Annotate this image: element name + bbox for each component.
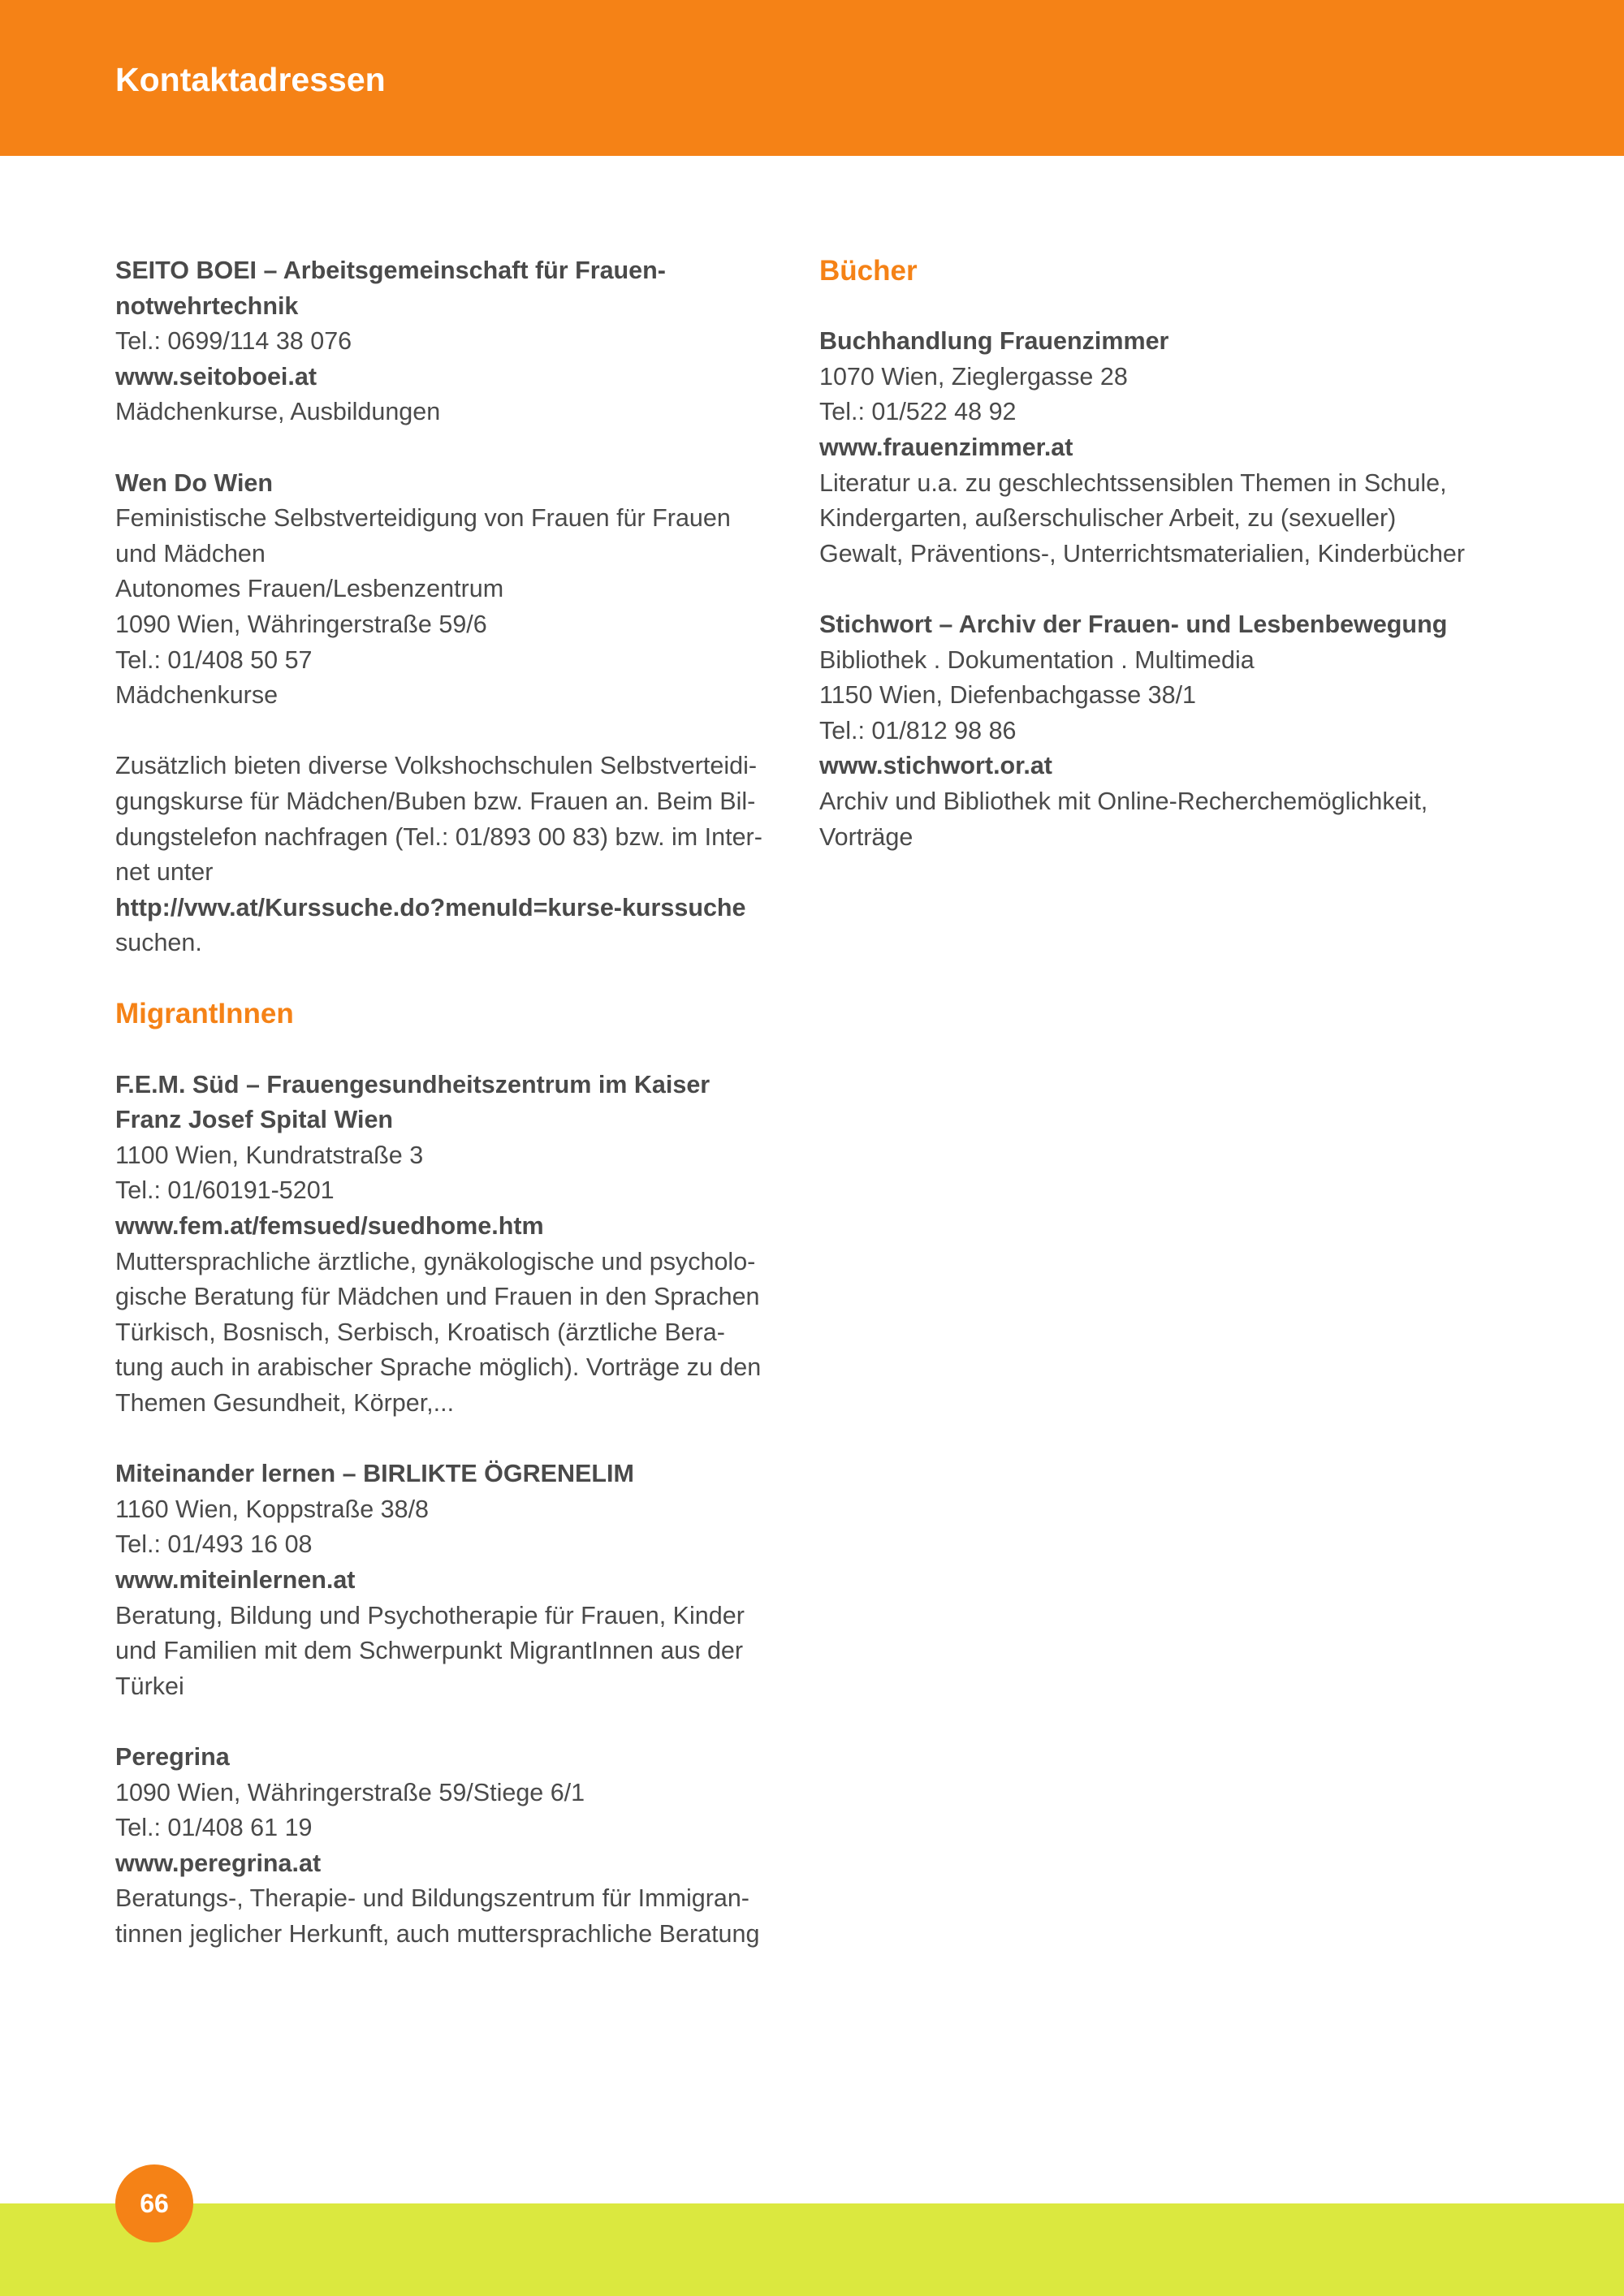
entry-name: Buchhandlung Frauenzimmer (819, 327, 1169, 356)
entry-website: www.fem.at/femsued/suedhome.htm (115, 1212, 544, 1241)
section-heading-buecher: Bücher (819, 255, 918, 287)
entry-phone: Tel.: 01/812 98 86 (819, 716, 1017, 744)
entry-description: Muttersprachliche ärztliche, gynäkologische und psycholo- (115, 1247, 756, 1275)
entry-frauenzimmer (819, 324, 1518, 572)
page-number-badge: 66 (115, 2164, 193, 2242)
entry-fem-sued (115, 1068, 775, 1422)
entry-description: Kindergarten, außerschulischer Arbeit, zu (sexueller) (819, 504, 1397, 533)
entry-website: www.stichwort.or.at (819, 752, 1052, 780)
entry-description: und Mädchen (115, 539, 266, 568)
spacer (115, 961, 775, 997)
entry-name: Franz Josef Spital Wien (115, 1106, 394, 1134)
course-search-url: http://vwv.at/Kurssuche.do?menuId=kurse-kurssuche (115, 893, 746, 921)
entry-subtitle: Bibliothek . Dokumentation . Multimedia (819, 645, 1255, 674)
entry-description: Türkei (115, 1672, 184, 1700)
entry-website: www.miteinlernen.at (115, 1565, 356, 1594)
left-column (115, 253, 775, 1953)
spacer (115, 1422, 775, 1457)
entry-description: Feministische Selbstverteidigung von Frauen für Frauen (115, 504, 731, 533)
entry-seito-boei (115, 253, 775, 430)
entry-description: Mädchenkurse (115, 681, 279, 710)
entry-description: Mädchenkurse, Ausbildungen (115, 398, 441, 426)
entry-name: Stichwort – Archiv der Frauen- und Lesbenbewegung (819, 610, 1448, 638)
entry-description: Türkisch, Bosnisch, Serbisch, Kroatisch (ärztliche Bera- (115, 1318, 725, 1346)
entry-phone: Tel.: 01/493 16 08 (115, 1530, 313, 1559)
entry-website: www.frauenzimmer.at (819, 433, 1073, 461)
entry-phone: Tel.: 0699/114 38 076 (115, 327, 352, 356)
entry-description: Vorträge (819, 822, 914, 851)
entry-description: Beratung, Bildung und Psychotherapie für Frauen, Kinder (115, 1601, 745, 1629)
entry-address: 1150 Wien, Diefenbachgasse 38/1 (819, 681, 1197, 710)
entry-miteinander-lernen (115, 1457, 775, 1704)
paragraph-volkshochschulen (115, 749, 775, 961)
entry-description: Themen Gesundheit, Körper,... (115, 1389, 455, 1417)
entry-name: notwehrtechnik (115, 291, 299, 320)
entry-description: Gewalt, Präventions-, Unterrichtsmaterialien, Kinderbücher (819, 539, 1466, 568)
right-column (819, 253, 1518, 855)
entry-stichwort (819, 607, 1518, 855)
entry-description: gische Beratung für Mädchen und Frauen in den Sprachen (115, 1283, 760, 1311)
entry-description: Literatur u.a. zu geschlechtssensiblen Themen in Schule, (819, 468, 1447, 497)
entry-description: Beratungs-, Therapie- und Bildungszentrum für Immigran- (115, 1884, 749, 1913)
paragraph-line: gungskurse für Mädchen/Buben bzw. Frauen an. Beim Bil- (115, 787, 756, 815)
entry-address: 1070 Wien, Zieglergasse 28 (819, 362, 1128, 391)
entry-address: 1090 Wien, Währingerstraße 59/6 (115, 610, 487, 638)
header-band (0, 0, 1624, 156)
entry-name: SEITO BOEI – Arbeitsgemeinschaft für Frauen- (115, 257, 666, 284)
paragraph-line: suchen. (115, 929, 202, 957)
entry-description: und Familien mit dem Schwerpunkt MigrantInnen aus der (115, 1637, 744, 1665)
entry-phone: Tel.: 01/60191-5201 (115, 1176, 335, 1205)
spacer (819, 289, 1518, 325)
paragraph-line: Zusätzlich bieten diverse Volkshochschulen Selbstverteidi- (115, 752, 758, 780)
section-heading-migrantinnen: MigrantInnen (115, 998, 294, 1030)
entry-organisation: Autonomes Frauen/Lesbenzentrum (115, 575, 504, 603)
paragraph-line: dungstelefon nachfragen (Tel.: 01/893 00 83) bzw. im Inter- (115, 822, 762, 851)
entry-description: tinnen jeglicher Herkunft, auch muttersprachliche Beratung (115, 1919, 760, 1948)
footer-band (0, 2203, 1624, 2296)
entry-website: www.seitoboei.at (115, 362, 317, 391)
entry-address: 1100 Wien, Kundratstraße 3 (115, 1141, 424, 1169)
page-title: Kontaktadressen (115, 61, 386, 98)
entry-address: 1090 Wien, Währingerstraße 59/Stiege 6/1 (115, 1778, 585, 1806)
entry-name: Miteinander lernen – BIRLIKTE ÖGRENELIM (115, 1460, 634, 1488)
entry-name: Peregrina (115, 1742, 230, 1771)
spacer (115, 1704, 775, 1740)
entry-wen-do-wien (115, 466, 775, 714)
entry-name: Wen Do Wien (115, 468, 274, 497)
entry-phone: Tel.: 01/408 50 57 (115, 645, 313, 674)
spacer (115, 1032, 775, 1068)
entry-address: 1160 Wien, Koppstraße 38/8 (115, 1495, 430, 1523)
entry-website: www.peregrina.at (115, 1849, 322, 1877)
spacer (115, 714, 775, 749)
entry-peregrina (115, 1740, 775, 1953)
entry-name: F.E.M. Süd – Frauengesundheitszentrum im Kaiser (115, 1070, 710, 1098)
spacer (819, 572, 1518, 607)
paragraph-line: net unter (115, 858, 214, 887)
entry-phone: Tel.: 01/522 48 92 (819, 398, 1017, 426)
spacer (115, 430, 775, 466)
entry-phone: Tel.: 01/408 61 19 (115, 1814, 313, 1842)
entry-description: Archiv und Bibliothek mit Online-Recherchemöglichkeit, (819, 787, 1428, 815)
entry-description: tung auch in arabischer Sprache möglich). Vorträge zu den (115, 1353, 762, 1382)
